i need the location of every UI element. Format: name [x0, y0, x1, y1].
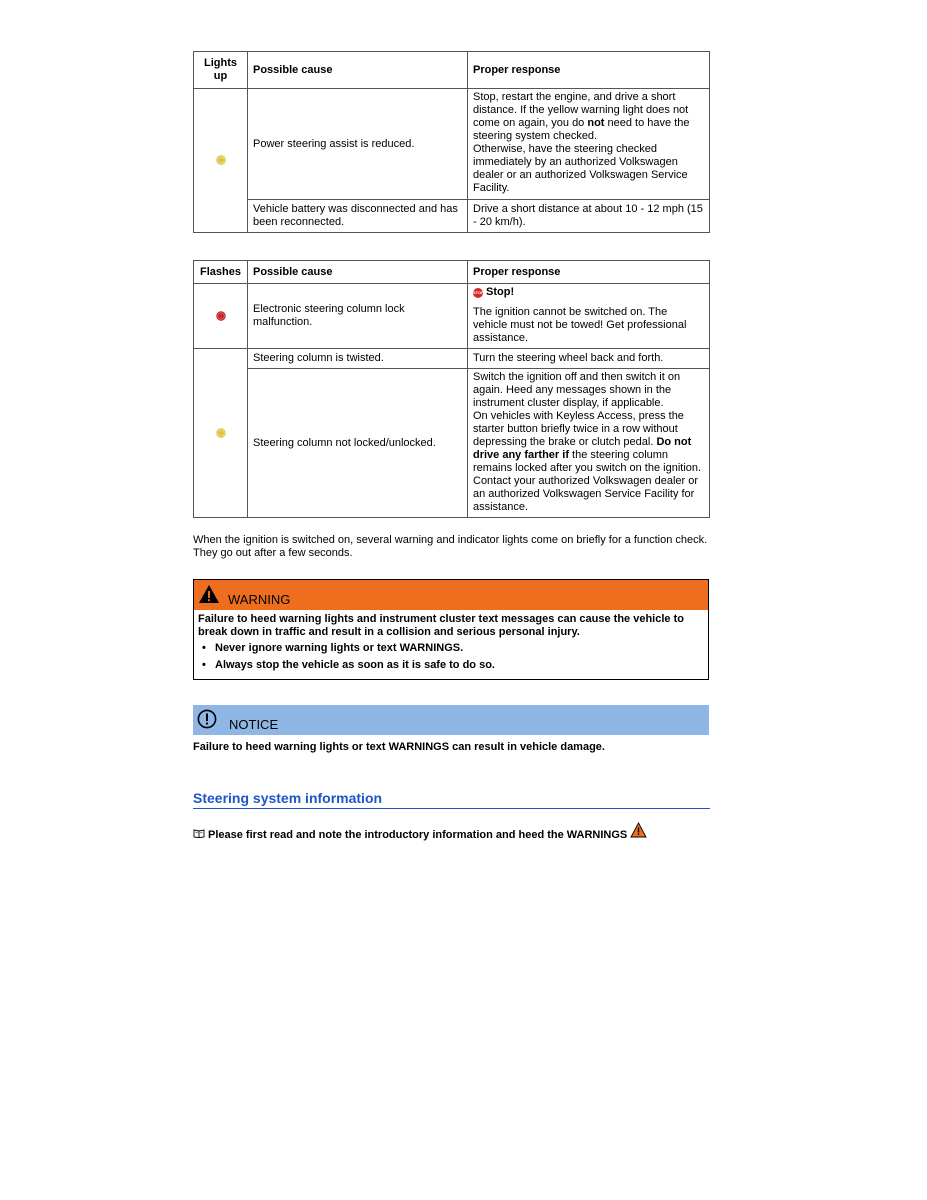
stop-label: STOP Stop!	[473, 286, 515, 298]
stop-sign-icon: STOP	[473, 288, 483, 298]
warning-bullets	[198, 642, 704, 672]
warning-box	[193, 579, 709, 680]
steering-lock-red-icon	[216, 311, 226, 321]
column-header-lights-up: Lights up	[194, 52, 248, 89]
table-row	[194, 284, 710, 349]
column-header-flashes: Flashes	[194, 261, 248, 284]
warning-header	[194, 580, 708, 610]
response-cell: Drive a short distance at about 10 - 12 mph (15 - 20 km/h).	[468, 200, 710, 233]
response-cell: Switch the ignition off and then switch it on again. Heed any messages shown in the instrument cluster display, if applicable. On vehicles with Keyless Access, press the starter button briefly twice in a row without depressing the brake or clutch pedal. Do not drive any farther if the steering column remains locked after you switch on the ignition. Contact your authorized Volkswagen dealer or an authorized Volkswagen Service Facility for assistance.	[468, 369, 710, 518]
column-header-possible-cause: Possible cause	[248, 261, 468, 284]
warning-body	[194, 610, 708, 679]
notice-body: Failure to heed warning lights or text WARNINGS can result in vehicle damage.	[193, 741, 605, 753]
column-header-proper-response: Proper response	[468, 52, 710, 89]
warning-text: Failure to heed warning lights and instrument cluster text messages can cause the vehicle to break down in traffic and result in a collision and serious personal injury.	[198, 613, 684, 638]
introductory-note	[193, 822, 709, 841]
cause-cell: Vehicle battery was disconnected and has been reconnected.	[248, 200, 468, 233]
notice-header	[193, 705, 709, 735]
section-title: Steering system information	[193, 790, 710, 809]
table-header-row	[194, 52, 710, 89]
response-cell: Stop, restart the engine, and drive a short distance. If the yellow warning light does not come on again, you do not need to have the steering system checked. Otherwise, have the steering checked immediately by an authorized Volkswagen dealer or an authorized Volkswagen Service Facility.	[468, 89, 710, 200]
notice-exclamation-icon	[197, 709, 217, 732]
column-header-proper-response: Proper response	[468, 261, 710, 284]
warning-triangle-icon	[198, 584, 220, 607]
cause-cell: Steering column not locked/unlocked.	[248, 369, 468, 518]
indicator-cell	[194, 89, 248, 233]
table-row	[194, 200, 710, 233]
lights-up-table	[193, 51, 710, 233]
notice-label: NOTICE	[229, 716, 279, 732]
table-row	[194, 369, 710, 518]
cause-cell: Power steering assist is reduced.	[248, 89, 468, 200]
list-item: • Always stop the vehicle as soon as it is safe to do so.	[198, 659, 704, 672]
response-cell: Turn the steering wheel back and forth.	[468, 349, 710, 369]
table-row	[194, 349, 710, 369]
introductory-note-text: Please first read and note the introductory information and heed the WARNINGS	[208, 829, 628, 841]
steering-lock-yellow-icon	[216, 428, 226, 438]
table-header-row	[194, 261, 710, 284]
steering-warning-yellow-icon	[216, 155, 226, 165]
indicator-cell	[194, 284, 248, 349]
response-cell: STOP Stop! The ignition cannot be switched on. The vehicle must not be towed! Get professional assistance.	[468, 284, 710, 349]
cause-cell: Steering column is twisted.	[248, 349, 468, 369]
page	[193, 51, 709, 841]
flashes-table	[193, 260, 710, 518]
cause-cell: Electronic steering column lock malfunction.	[248, 284, 468, 349]
table-row	[194, 89, 710, 200]
list-item: • Never ignore warning lights or text WARNINGS.	[198, 642, 704, 655]
warning-label: WARNING	[228, 591, 291, 607]
open-book-icon	[193, 828, 205, 841]
column-header-possible-cause: Possible cause	[248, 52, 468, 89]
indicator-cell	[194, 349, 248, 518]
function-check-paragraph: When the ignition is switched on, several warning and indicator lights come on briefly for a function check. They go out after a few seconds.	[193, 534, 708, 559]
warning-reference-icon[interactable]	[630, 822, 647, 841]
